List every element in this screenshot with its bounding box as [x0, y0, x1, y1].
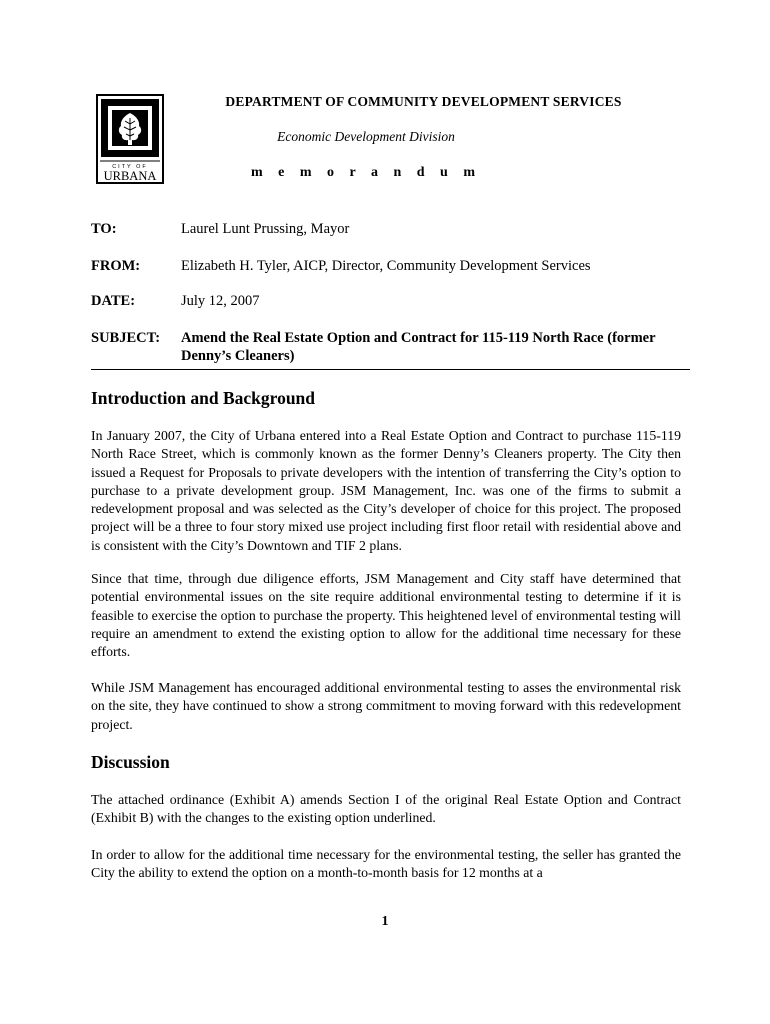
from-value: Elizabeth H. Tyler, AICP, Director, Community Development Services: [181, 258, 591, 274]
subject-label: SUBJECT:: [91, 330, 161, 346]
discussion-paragraph-2: In order to allow for the additional time necessary for the environmental testing, the seller has granted the City the ability to extend the option on a month-to-month basis for 12 months at a: [91, 847, 681, 881]
intro-paragraph-3: While JSM Management has encouraged additional environmental testing to asses the environmental risk on the site, they have continued to show a strong commitment to moving forward with this redevelopment project.: [91, 680, 681, 732]
svg-text:CITY OF: CITY OF: [112, 164, 148, 170]
department-heading: DEPARTMENT OF COMMUNITY DEVELOPMENT SERVICES: [225, 94, 622, 109]
city-of-urbana-logo: [96, 94, 164, 184]
date-value: July 12, 2007: [181, 293, 260, 309]
intro-paragraph-1: In January 2007, the City of Urbana entered into a Real Estate Option and Contract to purchase 115-119 North Race Street, which is commonly known as the former Denny’s Cleaners property. The City then issued a Request for Proposals to private developers with the intention of transferring the City’s option to purchase to a private development group. JSM Management, Inc. was one of the firms to submit a redevelopment proposal and was selected as the City’s developer of choice for this project. The proposed project will be a three to four story mixed use project including first floor retail with residential above and is consistent with the City’s Downtown and TIF 2 plans.: [91, 428, 681, 553]
svg-text:URBANA: URBANA: [103, 169, 157, 183]
to-label: TO:: [91, 221, 117, 237]
intro-paragraph-2: Since that time, through due diligence efforts, JSM Management and City staff have determined that potential environmental issues on the site require additional environmental testing to determine if it is feasible to exercise the option to purchase the property. This heightened level of environmental testing will require an amendment to extend the existing option to allow for the additional time necessary for these efforts.: [91, 571, 681, 660]
document-type-label: m e m o r a n d u m: [250, 165, 482, 180]
date-label: DATE:: [91, 293, 136, 309]
from-label: FROM:: [91, 258, 141, 274]
division-subheading: Economic Development Division: [277, 129, 455, 144]
header-divider: [91, 369, 690, 370]
tree-logo-icon: [96, 94, 164, 184]
discussion-paragraph-1: The attached ordinance (Exhibit A) amends Section I of the original Real Estate Option and Contract (Exhibit B) with the changes to the existing option underlined.: [91, 792, 681, 826]
discussion-heading: Discussion: [91, 752, 170, 772]
intro-heading: Introduction and Background: [91, 388, 316, 408]
page-number: 1: [381, 914, 389, 929]
subject-value: Amend the Real Estate Option and Contract for 115-119 North Race (former Denny’s Cleaners): [181, 330, 656, 364]
to-value: Laurel Lunt Prussing, Mayor: [181, 221, 350, 237]
